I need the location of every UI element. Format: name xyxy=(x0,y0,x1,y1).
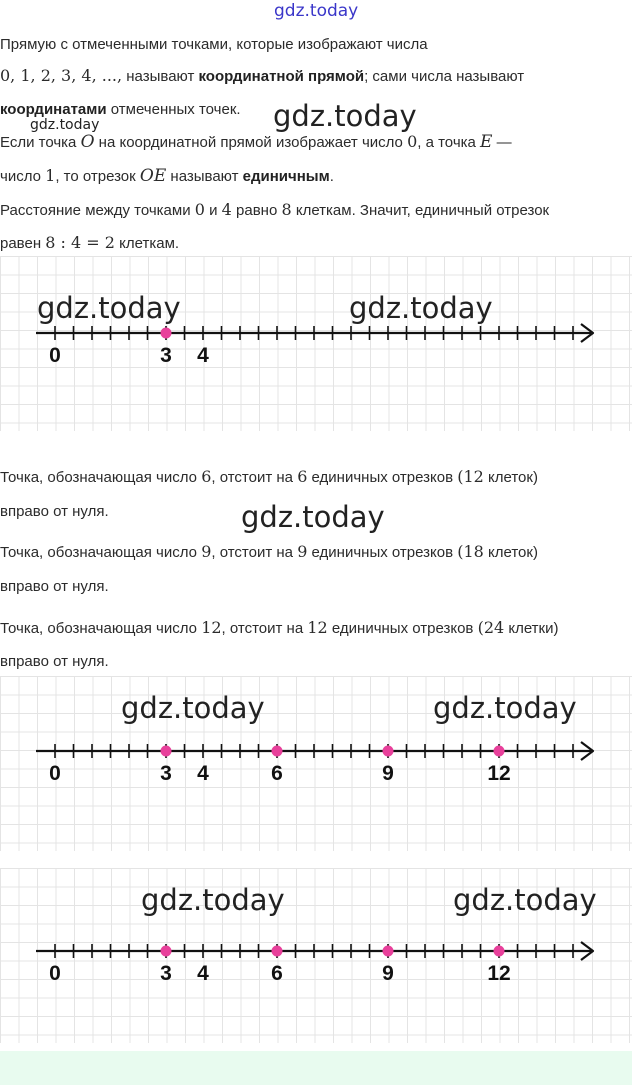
text-line: Точка, обозначающая число 9, отстоит на 9 единичных отрезков (18 клеток) xyxy=(0,542,538,561)
watermark: gdz.today xyxy=(121,691,265,725)
point-marker xyxy=(494,946,505,957)
text-line: Точка, обозначающая число 6, отстоит на 6 единичных отрезков (12 клеток) xyxy=(0,467,538,486)
tick-label: 3 xyxy=(160,962,172,985)
tick-label: 0 xyxy=(49,762,61,785)
point-marker xyxy=(383,746,394,757)
tick-label: 6 xyxy=(271,762,283,785)
point-marker xyxy=(272,746,283,757)
tick-label: 6 xyxy=(271,962,283,985)
text-line: 0, 1, 2, 3, 4, ..., называют координатной прямой; сами числа называют xyxy=(0,66,525,85)
number-line-figure-3 xyxy=(0,868,632,1043)
tick-label: 3 xyxy=(160,762,172,785)
term-coordinate-line: координатной прямой xyxy=(198,68,365,85)
watermark: gdz.today xyxy=(30,117,100,133)
text-line: Если точка O на координатной прямой изображает число 0, а точка E — xyxy=(0,132,512,152)
tick-label: 0 xyxy=(49,962,61,985)
text-line: вправо от нуля. xyxy=(0,503,109,520)
number-line-figure-2 xyxy=(0,676,632,851)
watermark: gdz.today xyxy=(37,291,181,325)
tick-label: 12 xyxy=(487,962,511,985)
footer-band xyxy=(0,1051,632,1085)
watermark: gdz.today xyxy=(453,883,597,917)
text-line: координатами отмеченных точек. xyxy=(0,101,241,118)
number-line-1 xyxy=(0,256,632,431)
term-coordinates: координатами xyxy=(0,101,107,118)
text-line: Прямую с отмеченными точками, которые изображают числа xyxy=(0,36,428,53)
tick-label: 0 xyxy=(49,344,61,367)
point-marker xyxy=(272,946,283,957)
number-line-figure-1 xyxy=(0,256,632,431)
text-line: Точка, обозначающая число 12, отстоит на 12 единичных отрезков (24 клетки) xyxy=(0,618,559,637)
text-line: вправо от нуля. xyxy=(0,653,109,670)
number-line-3 xyxy=(0,868,632,1043)
watermark: gdz.today xyxy=(241,500,385,534)
point-marker xyxy=(161,746,172,757)
tick-label: 9 xyxy=(382,762,394,785)
tick-label: 9 xyxy=(382,962,394,985)
point-marker xyxy=(383,946,394,957)
tick-label: 4 xyxy=(197,962,209,985)
term-unit: единичным xyxy=(242,168,330,185)
tick-label: 4 xyxy=(197,344,209,367)
text-line: вправо от нуля. xyxy=(0,578,109,595)
point-marker xyxy=(494,746,505,757)
point-marker xyxy=(161,946,172,957)
watermark: gdz.today xyxy=(273,99,417,133)
text-line: число 1, то отрезок OE называют единичным. xyxy=(0,166,334,186)
number-line-2 xyxy=(0,676,632,851)
text-line: равен 8 : 4 = 2 клеткам. xyxy=(0,233,180,252)
tick-label: 3 xyxy=(160,344,172,367)
watermark: gdz.today xyxy=(349,291,493,325)
point-marker xyxy=(161,328,172,339)
watermark-top: gdz.today xyxy=(274,1,359,21)
tick-label: 12 xyxy=(487,762,511,785)
text-line: Расстояние между точками 0 и 4 равно 8 клеткам. Значит, единичный отрезок xyxy=(0,200,550,219)
watermark: gdz.today xyxy=(433,691,577,725)
tick-label: 4 xyxy=(197,762,209,785)
watermark: gdz.today xyxy=(141,883,285,917)
